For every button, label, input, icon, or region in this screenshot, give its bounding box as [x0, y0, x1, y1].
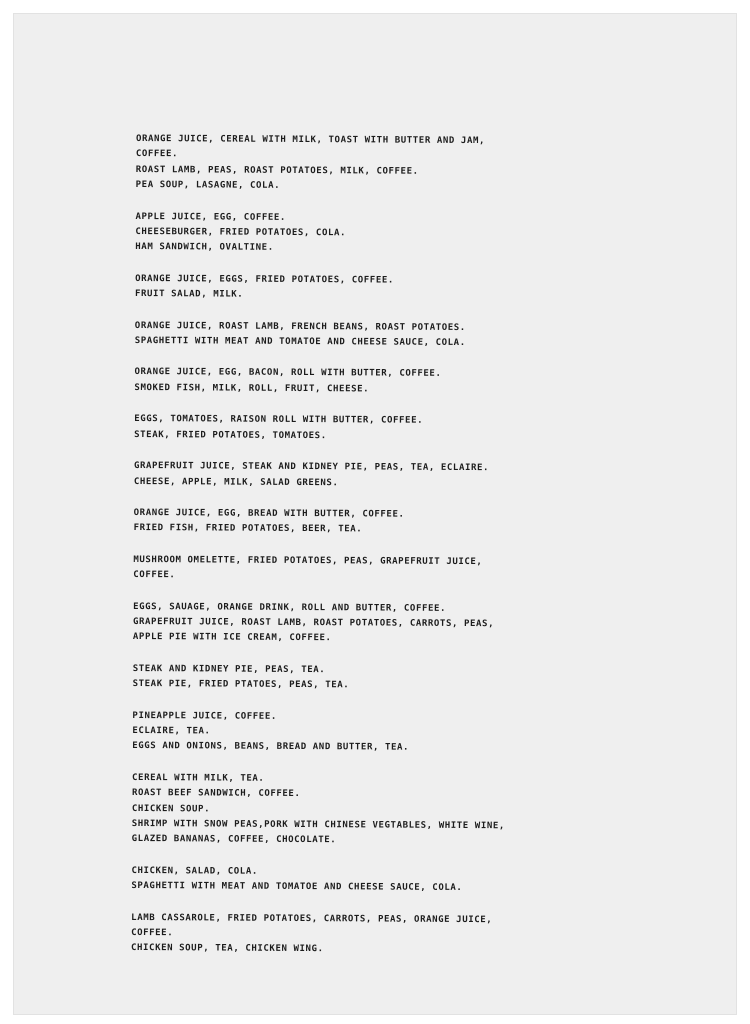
menu-entry [131, 911, 731, 961]
menu-entry [132, 709, 732, 759]
menu-line: PEA SOUP, LASAGNE, COLA. [135, 180, 281, 192]
menu-line: HAM SANDWICH, OVALTINE. [135, 242, 274, 254]
menu-entry [133, 662, 733, 696]
menu-entry [134, 365, 734, 399]
typewritten-page [14, 14, 736, 1014]
menu-line: STEAK AND KIDNEY PIE, PEAS, TEA. [132, 663, 326, 675]
menu-entry [133, 600, 733, 650]
menu-line: ECLAIRE, TEA. [132, 725, 211, 737]
menu-entry [134, 506, 734, 540]
menu-line: CHICKEN, SALAD, COLA. [131, 865, 258, 877]
menu-line: CHEESE, APPLE, MILK, SALAD GREENS. [133, 476, 339, 488]
menu-entry [132, 771, 732, 852]
menu-entry [134, 459, 734, 493]
menu-line: GRAPEFRUIT JUICE, ROAST LAMB, ROAST POTATOES, CARROTS, PEAS, [132, 616, 495, 630]
menu-line: SPAGHETTI WITH MEAT AND TOMATOE AND CHEESE SAUCE, COLA. [134, 336, 466, 349]
menu-line: ORANGE JUICE, EGG, BREAD WITH BUTTER, COFFEE. [133, 507, 405, 520]
menu-entry [133, 553, 733, 587]
menu-entry [131, 864, 731, 898]
menu-line: PINEAPPLE JUICE, COFFEE. [132, 710, 277, 722]
menu-line: FRIED FISH, FRIED POTATOES, BEER, TEA. [133, 523, 363, 535]
menu-line: COFFEE. [135, 149, 179, 160]
menu-line: SPAGHETTI WITH MEAT AND TOMATOE AND CHEESE SAUCE, COLA. [131, 881, 463, 894]
menu-line: ROAST BEEF SANDWICH, COFFEE. [131, 788, 301, 800]
menu-entry [135, 319, 735, 353]
menu-line: GRAPEFRUIT JUICE, STEAK AND KIDNEY PIE, PEAS, TEA, ECLAIRE. [133, 461, 490, 474]
menu-line: GLAZED BANANAS, COFFEE, CHOCOLATE. [131, 834, 337, 846]
menu-line: FRUIT SALAD, MILK. [134, 289, 244, 300]
menu-line: SHRIMP WITH SNOW PEAS,PORK WITH CHINESE VEGTABLES, WHITE WINE, [131, 818, 505, 832]
menu-list [131, 132, 736, 976]
menu-line: EGGS, SAUAGE, ORANGE DRINK, ROLL AND BUTTER, COFFEE. [133, 601, 447, 614]
menu-line: STEAK PIE, FRIED PTATOES, PEAS, TEA. [132, 679, 350, 691]
menu-line: STEAK, FRIED POTATOES, TOMATOES. [134, 429, 327, 441]
menu-entry [134, 412, 734, 446]
menu-line: CHEESEBURGER, FRIED POTATOES, COLA. [135, 227, 347, 239]
menu-line: ORANGE JUICE, EGGS, FRIED POTATOES, COFFEE. [135, 273, 394, 286]
menu-line: CHICKEN SOUP, TEA, CHICKEN WING. [130, 943, 324, 955]
menu-line: ORANGE JUICE, CEREAL WITH MILK, TOAST WITH BUTTER AND JAM, [135, 133, 486, 147]
menu-entry [135, 210, 735, 260]
menu-line: CHICKEN SOUP. [131, 803, 211, 815]
menu-line: APPLE PIE WITH ICE CREAM, COFFEE. [132, 632, 332, 644]
menu-line: EGGS AND ONIONS, BEANS, BREAD AND BUTTER, TEA. [132, 741, 410, 754]
menu-line: ORANGE JUICE, ROAST LAMB, FRENCH BEANS, ROAST POTATOES. [134, 320, 466, 333]
menu-line: ORANGE JUICE, EGG, BACON, ROLL WITH BUTTER, COFFEE. [134, 367, 442, 380]
menu-line: COFFEE. [131, 928, 174, 939]
menu-line: APPLE JUICE, EGG, COFFEE. [135, 211, 286, 223]
menu-entry [136, 132, 736, 197]
menu-line: CEREAL WITH MILK, TEA. [132, 772, 265, 784]
menu-line: LAMB CASSAROLE, FRIED POTATOES, CARROTS, PEAS, ORANGE JUICE, [131, 912, 493, 925]
menu-line: ROAST LAMB, PEAS, ROAST POTATOES, MILK, COFFEE. [135, 164, 419, 177]
menu-line: COFFEE. [133, 570, 176, 581]
menu-entry [135, 272, 735, 306]
menu-line: MUSHROOM OMELETTE, FRIED POTATOES, PEAS, GRAPEFRUIT JUICE, [133, 554, 483, 567]
menu-line: SMOKED FISH, MILK, ROLL, FRUIT, CHEESE. [134, 382, 370, 395]
menu-line: EGGS, TOMATOES, RAISON ROLL WITH BUTTER, COFFEE. [134, 414, 424, 427]
